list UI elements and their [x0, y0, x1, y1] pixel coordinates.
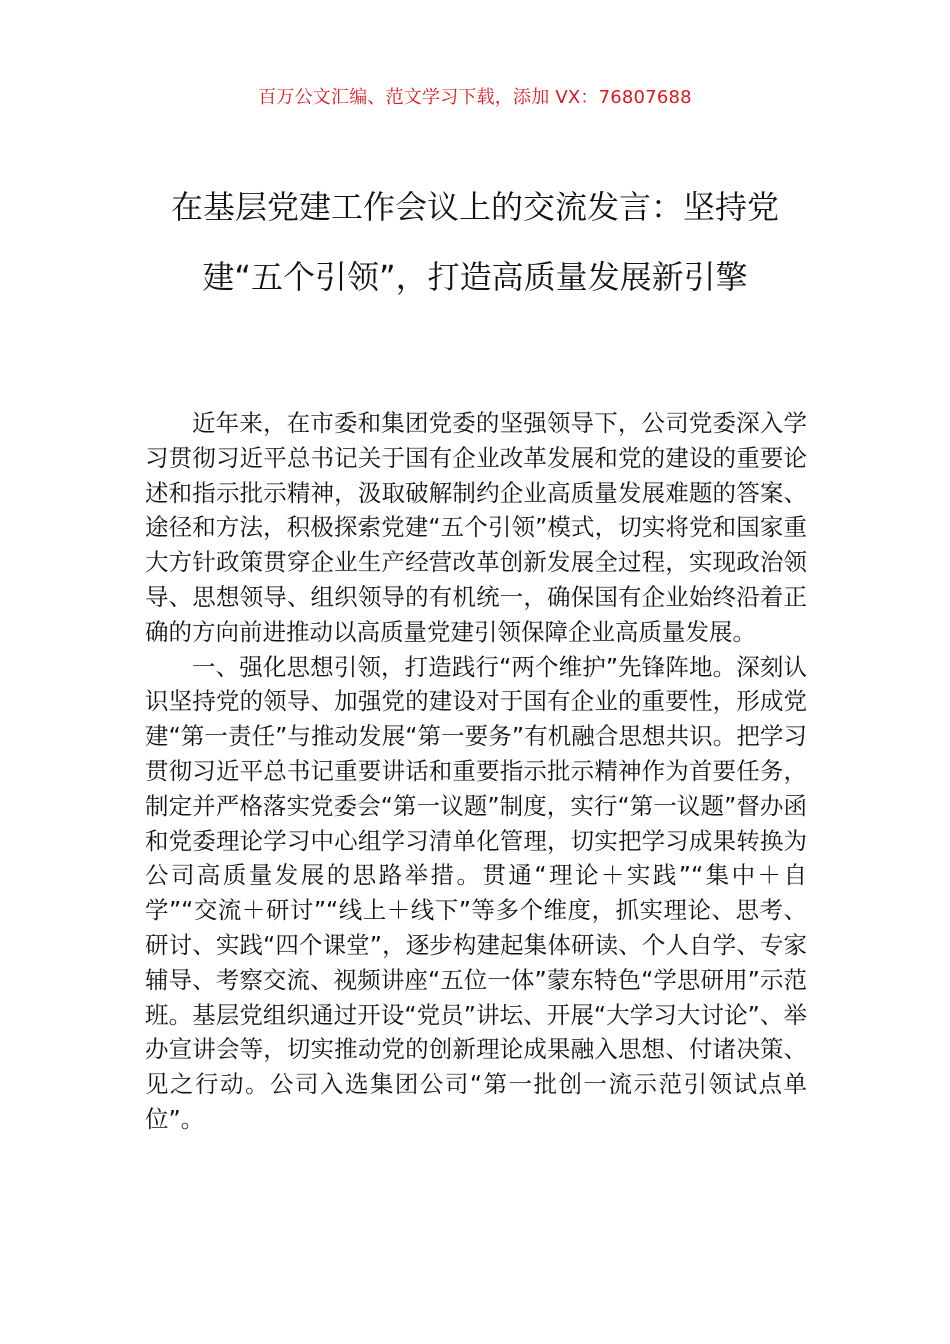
- document-title: 在基层党建工作会议上的交流发言：坚持党建“五个引领”，打造高质量发展新引擎: [170, 188, 779, 296]
- document-body: [145, 406, 807, 1137]
- paragraph-section-one: 一、强化思想引领，打造践行“两个维护”先锋阵地。深刻认识坚持党的领导、加强党的建设对于国有企业的重要性，形成党建“第一责任”与推动发展“第一要务”有机融合思想共识。把学习贯彻习近平总书记重要讲话和重要指示批示精神作为首要任务，制定并严格落实党委会“第一议题”制度，实行“第一议题”督办函和党委理论学习中心组学习清单化管理，切实把学习成果转换为公司高质量发展的思路举措。贯通“理论＋实践”“集中＋自学”“交流＋研讨”“线上＋线下”等多个维度，抓实理论、思考、研讨、实践“四个课堂”，逐步构建起集体研读、个人自学、专家辅导、考察交流、视频讲座“五位一体”蒙东特色“学思研用”示范班。基层党组织通过开设“党员”讲坛、开展“大学习大讨论”、举办宣讲会等，切实推动党的创新理论成果融入思想、付诸决策、见之行动。公司入选集团公司“第一批创一流示范引领试点单位”。: [145, 652, 807, 1133]
- header-note: 百万公文汇编、范文学习下载，添加 VX：76807688: [258, 87, 692, 108]
- paragraph-intro: 近年来，在市委和集团党委的坚强领导下，公司党委深入学习贯彻习近平总书记关于国有企业改革发展和党的建设的重要论述和指示批示精神，汲取破解制约企业高质量发展难题的答案、途径和方法，积极探索党建“五个引领”模式，切实将党和国家重大方针政策贯穿企业生产经营改革创新发展全过程，实现政治领导、思想领导、组织领导的有机统一，确保国有企业始终沿着正确的方向前进推动以高质量党建引领保障企业高质量发展。: [145, 409, 807, 646]
